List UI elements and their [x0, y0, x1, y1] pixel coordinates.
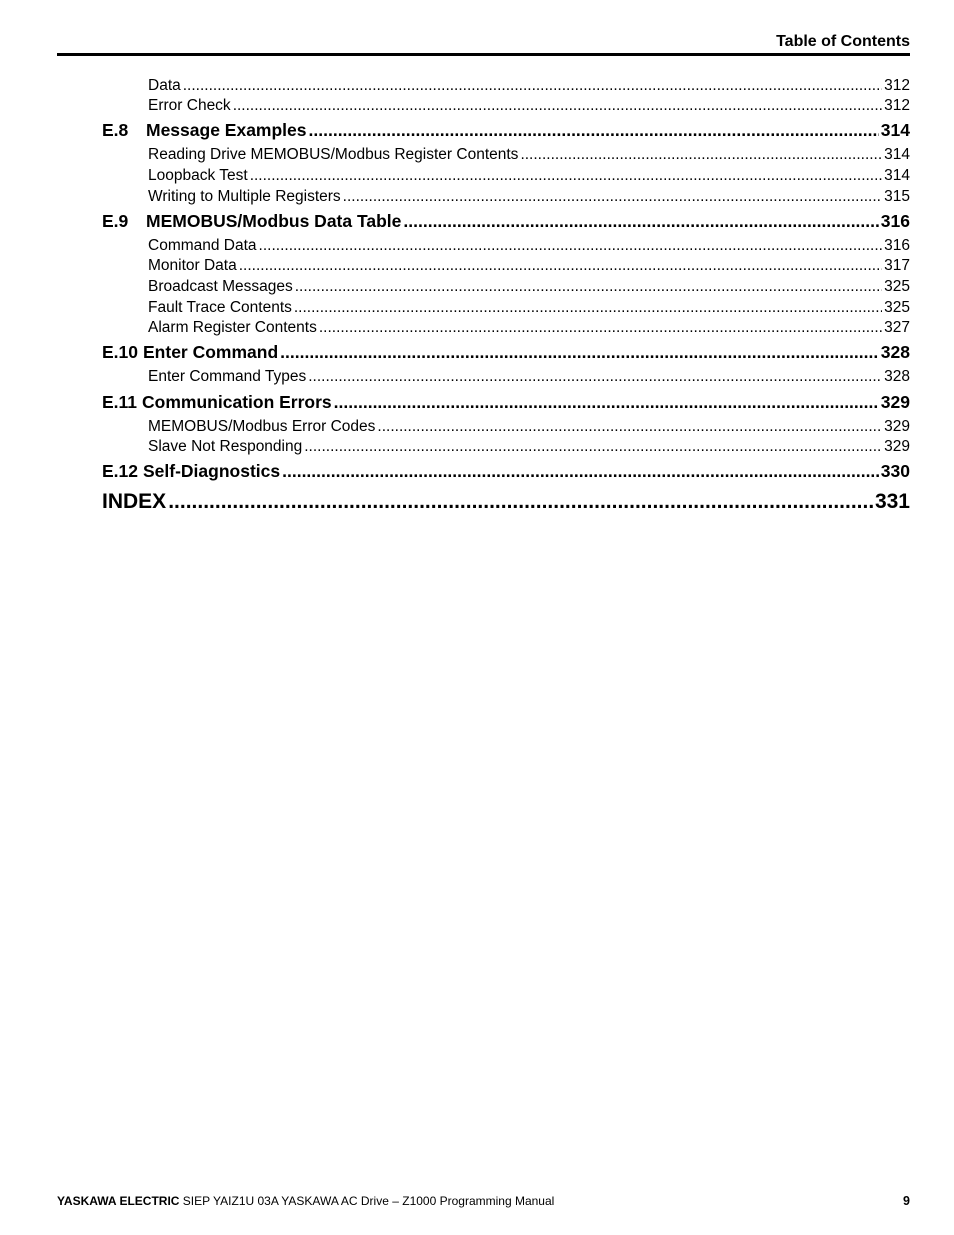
toc-entry[interactable]	[148, 97, 910, 115]
toc-section-title: Message Examples	[146, 120, 307, 140]
toc-index-page: 331	[874, 490, 910, 513]
toc-entry[interactable]	[148, 257, 910, 275]
toc-entry-page: 317	[884, 257, 910, 274]
toc-leader-dots	[377, 418, 882, 436]
toc-section-entry[interactable]	[102, 211, 910, 232]
toc-section-title: Enter Command	[143, 342, 279, 362]
toc-section-label	[102, 120, 307, 141]
toc-section-number: E.8	[102, 120, 129, 140]
toc-leader-dots	[280, 342, 879, 363]
toc-entry-page: 316	[884, 237, 910, 254]
toc-leader-dots	[319, 319, 882, 337]
toc-entry-label: Fault Trace Contents	[148, 299, 292, 316]
footer-manual-title: SIEP YAIZ1U 03A YASKAWA AC Drive – Z1000 Programming Manual	[179, 1194, 555, 1208]
toc-entry-label: Monitor Data	[148, 257, 237, 274]
toc-leader-dots	[233, 97, 882, 115]
toc-entry-page: 314	[884, 167, 910, 184]
toc-section-page: 329	[880, 392, 910, 412]
toc-entry-label: Broadcast Messages	[148, 278, 293, 295]
toc-section-entry[interactable]	[102, 120, 910, 141]
footer-brand: YASKAWA ELECTRIC	[57, 1194, 180, 1208]
page-footer	[57, 1194, 554, 1208]
toc-section-label	[102, 211, 401, 232]
toc-leader-dots	[520, 146, 882, 164]
toc-entry[interactable]	[148, 146, 910, 164]
toc-section-number: E.11	[102, 392, 138, 412]
toc-leader-dots	[282, 461, 879, 482]
toc-entry-page: 312	[884, 97, 910, 114]
toc-entry-label: Enter Command Types	[148, 368, 307, 385]
toc-entry-label: Error Check	[148, 97, 231, 114]
toc-index-entry[interactable]	[102, 490, 910, 514]
toc-entry[interactable]	[148, 299, 910, 317]
toc-entry-page: 327	[884, 319, 910, 336]
toc-index-label: INDEX	[102, 490, 167, 513]
toc-section-entry[interactable]	[102, 461, 910, 482]
toc-section-number: E.12	[102, 461, 138, 481]
toc-entry-label: Data	[148, 77, 181, 94]
toc-entry-page: 325	[884, 299, 910, 316]
toc-leader-dots	[304, 438, 882, 456]
toc-entry-page: 329	[884, 438, 910, 455]
toc-leader-dots	[250, 167, 882, 185]
toc-section-entry[interactable]	[102, 342, 910, 363]
header-rule	[57, 53, 910, 56]
toc-section-number: E.9	[102, 211, 129, 231]
toc-entry[interactable]	[148, 368, 910, 386]
toc-leader-dots	[308, 368, 882, 386]
toc-entry[interactable]	[148, 188, 910, 206]
toc-entry-label: Command Data	[148, 237, 257, 254]
toc-leader-dots	[295, 278, 882, 296]
toc-entry-label: Slave Not Responding	[148, 438, 303, 455]
toc-entry-page: 325	[884, 278, 910, 295]
toc-section-title: Communication Errors	[142, 392, 332, 412]
toc-section-label	[102, 392, 332, 413]
toc-entry[interactable]	[148, 438, 910, 456]
toc-entry-page: 315	[884, 188, 910, 205]
toc-section-page: 328	[880, 342, 910, 362]
toc-section-entry[interactable]	[102, 392, 910, 413]
toc-leader-dots	[294, 299, 882, 317]
toc-section-title: MEMOBUS/Modbus Data Table	[146, 211, 402, 231]
toc-leader-dots	[334, 392, 879, 413]
toc-section-page: 330	[880, 461, 910, 481]
toc-entry[interactable]	[148, 77, 910, 95]
toc-section-page: 314	[880, 120, 910, 140]
toc-entry-label: Reading Drive MEMOBUS/Modbus Register Contents	[148, 146, 519, 163]
toc-section-label	[102, 461, 280, 482]
toc-entry-page: 328	[884, 368, 910, 385]
toc-leader-dots	[168, 490, 873, 514]
toc-entry[interactable]	[148, 418, 910, 436]
toc-entry[interactable]	[148, 167, 910, 185]
toc-entry[interactable]	[148, 319, 910, 337]
toc-entry[interactable]	[148, 278, 910, 296]
toc-entry-page: 312	[884, 77, 910, 94]
toc-entry-page: 329	[884, 418, 910, 435]
toc-section-label	[102, 342, 278, 363]
page-header-title: Table of Contents	[776, 33, 910, 50]
toc-entry[interactable]	[148, 237, 910, 255]
toc-leader-dots	[343, 188, 882, 206]
toc-entry-label: Writing to Multiple Registers	[148, 188, 341, 205]
toc-leader-dots	[309, 120, 879, 141]
toc-leader-dots	[259, 237, 883, 255]
toc-entry-page: 314	[884, 146, 910, 163]
toc-entry-label: Alarm Register Contents	[148, 319, 317, 336]
page-number: 9	[903, 1194, 910, 1208]
toc-section-number: E.10	[102, 342, 138, 362]
toc-leader-dots	[183, 77, 882, 95]
toc-leader-dots	[239, 257, 882, 275]
toc-section-page: 316	[880, 211, 910, 231]
toc-leader-dots	[403, 211, 878, 232]
toc-entry-label: MEMOBUS/Modbus Error Codes	[148, 418, 376, 435]
toc-section-title: Self-Diagnostics	[143, 461, 281, 481]
toc-entry-label: Loopback Test	[148, 167, 248, 184]
